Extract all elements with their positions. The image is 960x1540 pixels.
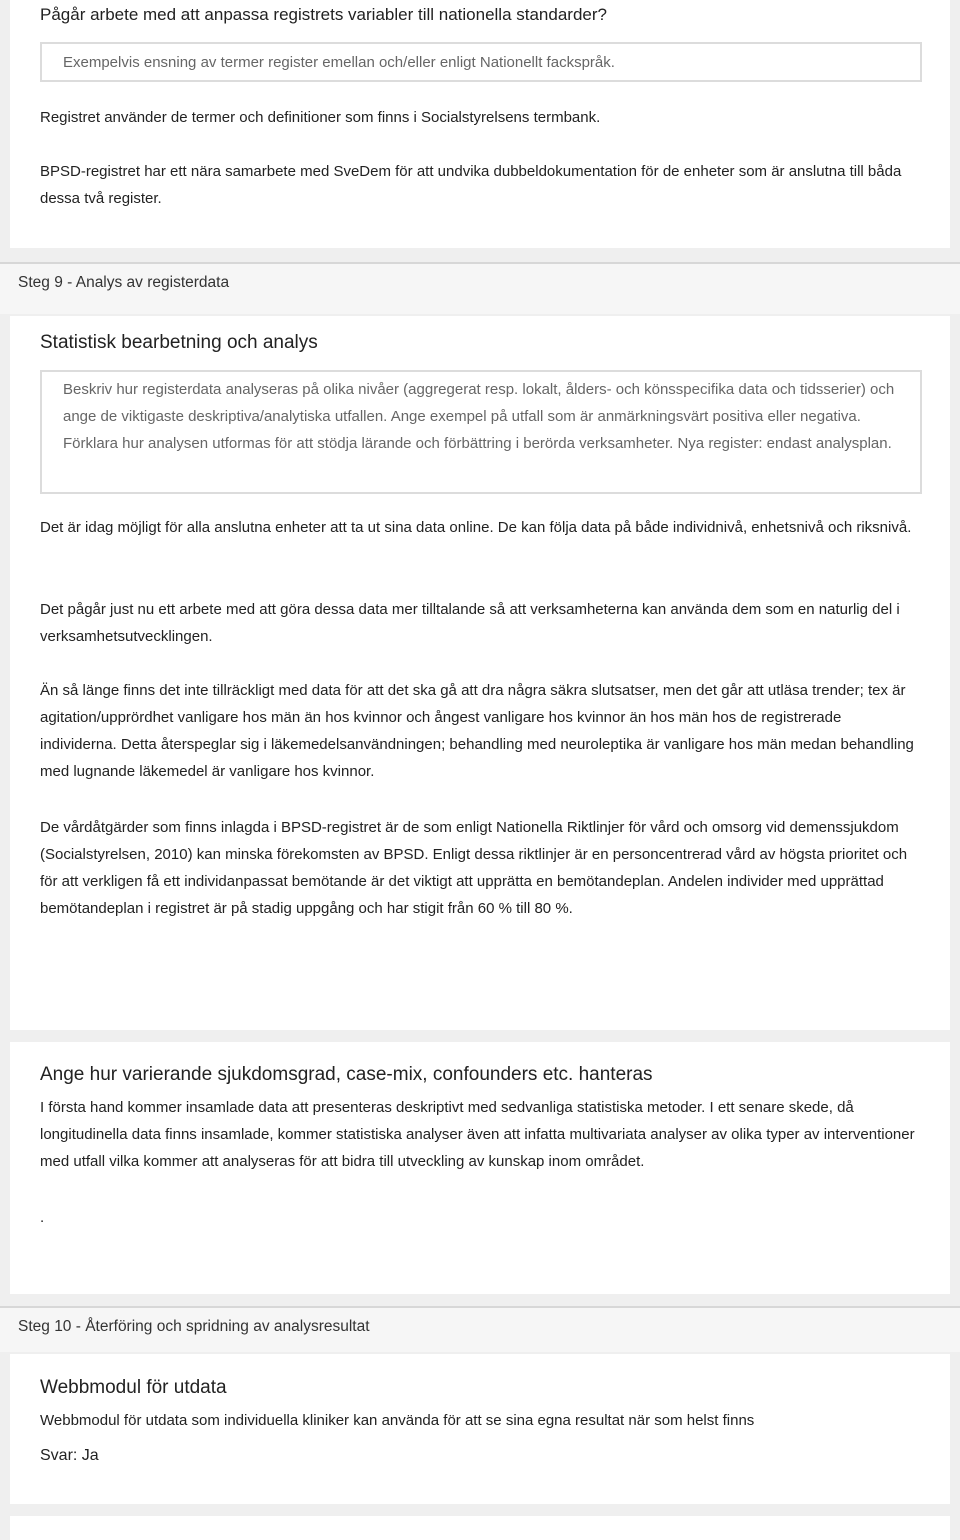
next-panel bbox=[10, 1516, 950, 1540]
answer-paragraph: I första hand kommer insamlade data att presenteras deskriptivt med sedvanliga statistiska metoder. I ett senare skede, då longitudinella data finns insamlade, kommer statistiska analyser även att infatta multivariata analyser av olika typer av interventioner med utfall vilka kommer att analyseras för att bidra till utveckling av kunskap inom området. bbox=[40, 1099, 915, 1170]
question-description: Webbmodul för utdata som individuella kliniker kan använda för att se sina egna resultat när som helst finns bbox=[40, 1412, 755, 1429]
step-header bbox=[0, 1306, 960, 1352]
question-hint-box: Beskriv hur registerdata analyseras på olika nivåer (aggregerat resp. lokalt, ålders- och könsspecifika data och tidsserier) och ange de viktigaste deskriptiva/analytiska utfallen. Ange exempel på utfall som är anmärkningsvärt positiva eller negativa. Förklara hur analysen utformas för att stödja lärande och förbättring i berörda verksamheter. Nya register: endast analysplan. bbox=[40, 370, 922, 494]
question-title: Ange hur varierande sjukdomsgrad, case-mix, confounders etc. hanteras bbox=[40, 1064, 653, 1085]
step-label: Steg 10 - Återföring och spridning av analysresultat bbox=[18, 1318, 370, 1335]
answer-paragraph: . bbox=[40, 1209, 45, 1226]
step-label: Steg 9 - Analys av registerdata bbox=[18, 274, 230, 291]
answer-value: Svar: Ja bbox=[40, 1447, 99, 1464]
answer-paragraph: Registret använder de termer och definitioner som finns i Socialstyrelsens termbank. bbox=[40, 109, 601, 126]
answer-paragraph: Än så länge finns det inte tillräckligt med data för att det ska gå att dra några säkra slutsatser, men det går att utläsa trender; tex är agitation/upprördhet vanligare hos män än hos kvinnor och ångest vanligare hos kvinnor än hos män hos de registrerade individerna. Detta återspeglar sig i läkemedelsanvändningen; behandling med neuroleptika är vanligare hos män medan behandling med lugnande läkemedel är vanligare hos kvinnor. bbox=[40, 682, 914, 780]
answer-paragraph: Det pågår just nu ett arbete med att göra dessa data mer tilltalande så att verksamheterna kan använda dem som en naturlig del i verksamhetsutvecklingen. bbox=[40, 601, 900, 645]
answer-paragraph: De vårdåtgärder som finns inlagda i BPSD-registret är de som enligt Nationella Riktlinjer för vård och omsorg vid demenssjukdom (Socialstyrelsen, 2010) kan minska förekomsten av BPSD. Enligt dessa riktlinjer är en personcentrerad vård av högsta prioritet och för att verkligen få ett individanpassat bemötande är det viktigt att upprätta en bemötandeplan. Andelen individer med upprättad bemötandeplan i registret är på stadig uppgång och har stigit från 60 % till 80 %. bbox=[40, 819, 908, 917]
question-title: Pågår arbete med att anpassa registrets variabler till nationella standarder? bbox=[40, 5, 607, 24]
answer-paragraph: Det är idag möjligt för alla anslutna enheter att ta ut sina data online. De kan följa data på både individnivå, enhetsnivå och riksnivå. bbox=[40, 519, 912, 536]
answer-paragraph: BPSD-registret har ett nära samarbete med SveDem för att undvika dubbeldokumentation för de enheter som är anslutna till båda dessa två register. bbox=[40, 163, 902, 207]
question-title: Statistisk bearbetning och analys bbox=[40, 332, 318, 353]
step-header bbox=[0, 262, 960, 314]
question-hint-box: Exempelvis ensning av termer register emellan och/eller enligt Nationellt fackspråk. bbox=[40, 42, 922, 82]
question-title: Webbmodul för utdata bbox=[40, 1377, 227, 1398]
